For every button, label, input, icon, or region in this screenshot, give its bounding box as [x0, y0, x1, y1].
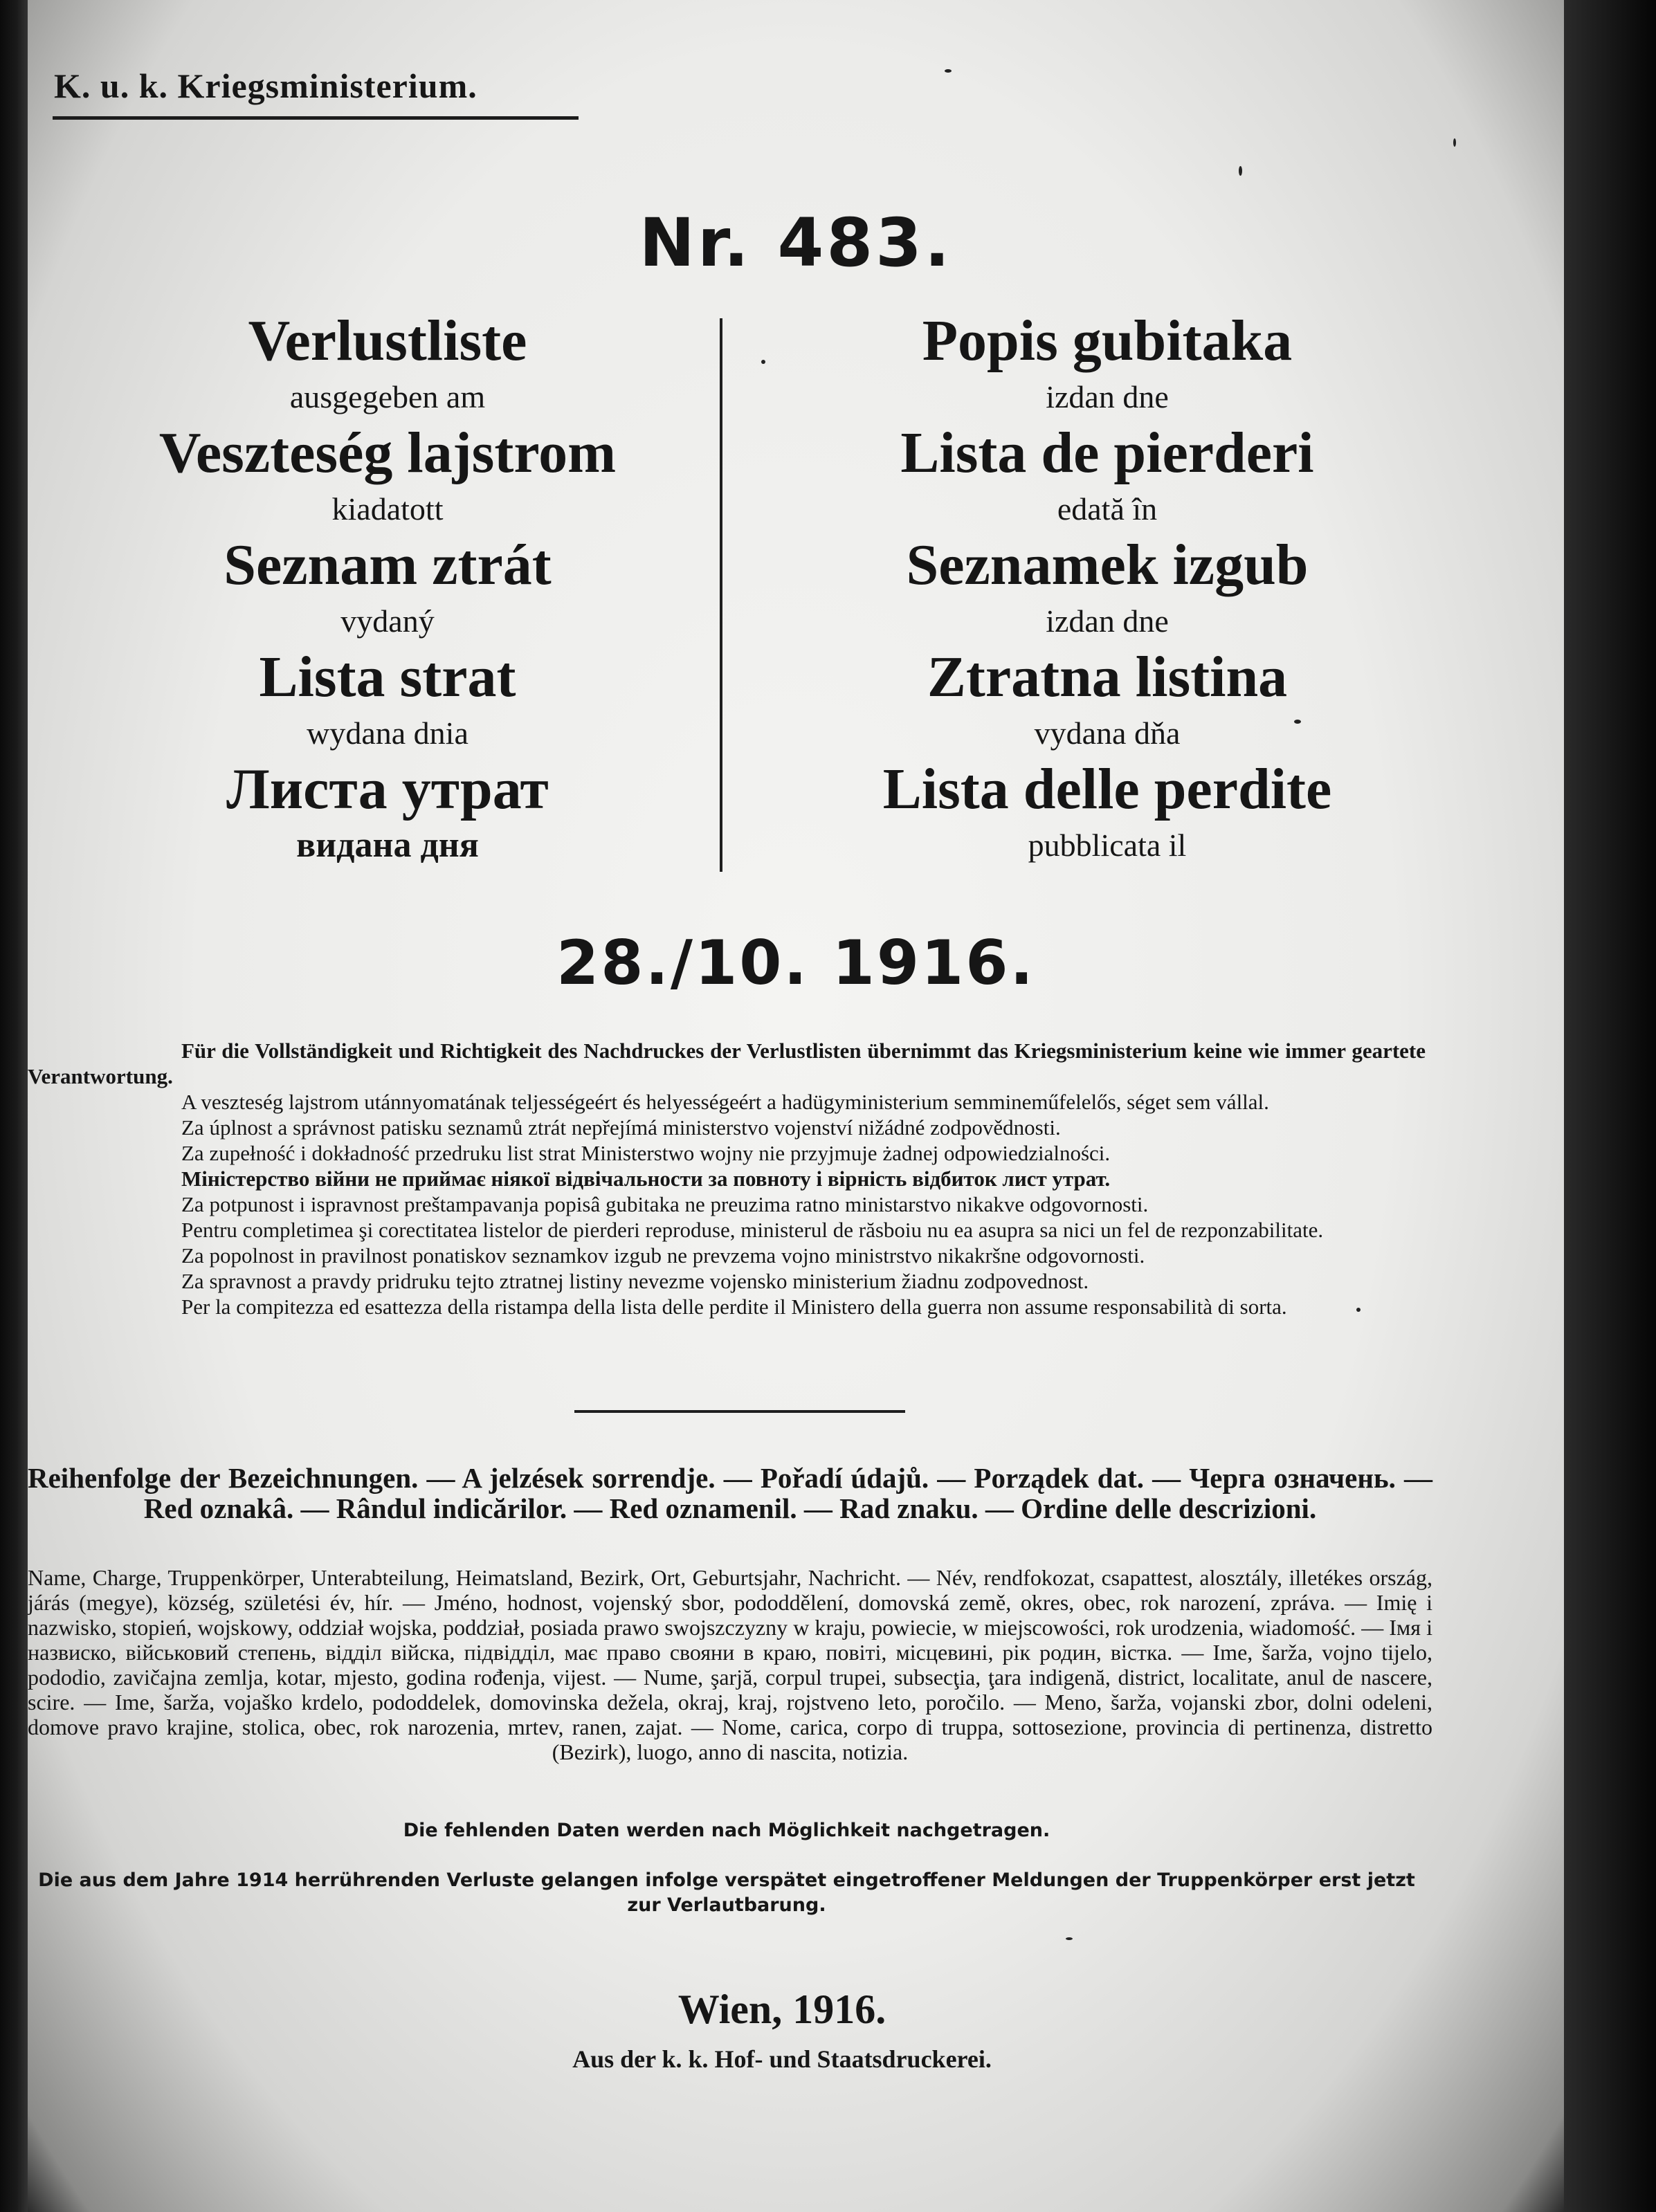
order-heading: Reihenfolge der Bezeichnungen. — A jelzések sorrendje. — Pořadí údajů. — Porządek dat. — Черга означень. — Red oznakâ. — Rândul indicărilor. — Red oznamenil. — Rad znaku. — Ordine delle descrizioni. — [28, 1462, 1432, 1524]
subtitle-italian: pubblicata il — [1028, 828, 1187, 863]
subtitle-czech: vydaný — [340, 603, 435, 639]
disclaimer-polish: Za zupełność i dokładność przedruku list strat Ministerstwo wojny nie przyjmuje żadnej odpowiedzialności. — [181, 1141, 1111, 1165]
titles-right-column — [775, 308, 1439, 868]
print-speck — [1453, 138, 1456, 147]
subtitle-croatian: izdan dne — [1046, 379, 1169, 414]
print-speck — [1066, 1937, 1073, 1940]
document-page — [28, 0, 1564, 2212]
disclaimer-german: Für die Vollständigkeit und Richtigkeit des Nachdruckes der Verlustlisten übernimmt das Kriegsministerium keine wie immer geartete Verantwortung. — [28, 1039, 1426, 1088]
subtitle-ukrainian: видана дня — [296, 825, 479, 865]
ministry-header: K. u. k. Kriegsministerium. — [54, 66, 477, 105]
disclaimer-romanian: Pentru completimea şi corectitatea listelor de pierderi reproduse, ministerul de răsboiu nu ea asupra sa nici un fel de rezponzabilitate. — [181, 1218, 1324, 1242]
print-speck — [945, 69, 952, 73]
column-divider — [720, 318, 722, 872]
disclaimer-italian: Per la compitezza ed esattezza della ristampa della lista delle perdite il Ministero della guerra non assume responsabilità di sorta. — [181, 1295, 1287, 1319]
imprint-place-year: Wien, 1916. — [677, 1986, 886, 2032]
subtitle-romanian: edată în — [1057, 491, 1158, 527]
section-rule — [574, 1410, 905, 1413]
print-speck — [761, 360, 765, 364]
print-speck — [1356, 1308, 1361, 1312]
subtitle-hungarian: kiadatott — [331, 491, 444, 527]
scan-edge-left — [0, 0, 28, 2212]
subtitle-german: ausgegeben am — [289, 379, 486, 414]
issue-date: 28./10. 1916. — [556, 927, 1035, 998]
print-speck — [1294, 720, 1301, 724]
disclaimer-czech: Za úplnost a správnost patisku seznamů ztrát nepřejímá ministerstvo vojenství nižádné zodpovědnosti. — [181, 1115, 1061, 1140]
header-rule — [53, 116, 579, 120]
subtitle-polish: wydana dnia — [307, 715, 468, 751]
disclaimer-slovak: Za spravnost a pravdy pridruku tejto ztratnej listiny nevezme vojensko ministerium žiadnu zodpovednost. — [181, 1269, 1089, 1293]
disclaimer-hungarian: A veszteség lajstrom utánnyomatának teljességeért és helyességeért a hadügyministerium semmineműfelelős, séget sem vállal. — [181, 1090, 1269, 1114]
title-croatian: Popis gubitaka — [922, 309, 1293, 373]
title-slovak: Ztratna listina — [927, 645, 1288, 709]
disclaimer-block — [28, 1038, 1426, 1319]
scan-edge-right — [1564, 0, 1656, 2212]
issue-number: Nr. 483. — [639, 204, 953, 282]
title-czech: Seznam ztrát — [224, 533, 552, 597]
subtitle-slovenian: izdan dne — [1046, 603, 1169, 639]
disclaimer-croatian: Za potpunost i ispravnost preštampavanja popisâ gubitaka ne preuzima ratno ministarstvo nikakve odgovornosti. — [181, 1192, 1149, 1216]
print-speck — [1239, 166, 1242, 176]
disclaimer-ukrainian: Міністерство війни не приймає ніякої відвічальности за повноту і вірність відбиток лист утрат. — [181, 1167, 1111, 1191]
title-slovenian: Seznamek izgub — [906, 533, 1309, 597]
title-polish: Lista strat — [259, 645, 516, 709]
subtitle-slovak: vydana dňa — [1034, 715, 1181, 751]
disclaimer-slovenian: Za popolnost in pravilnost ponatiskov seznamkov izgub ne prevzema vojno ministrstvo nikakršne odgovornosti. — [181, 1243, 1145, 1268]
title-romanian: Lista de pierderi — [900, 421, 1314, 485]
imprint-printer: Aus der k. k. Hof- und Staatsdruckerei. — [572, 2045, 992, 2073]
late-losses-note: Die aus dem Jahre 1914 herrührenden Verluste gelangen infolge verspätet eingetroffener Meldungen der Truppenkörper erst jetzt zur Verlautbarung. — [38, 1870, 1415, 1916]
title-ukrainian: Листа утрат — [226, 757, 549, 821]
order-description: Name, Charge, Truppenkörper, Unterabteilung, Heimatsland, Bezirk, Ort, Geburtsjahr, Nachricht. — Név, rendfokozat, csapattest, alosztály, illetékes ország, járás (megye), község, születési év, hír. — Jméno, hodnost, vojenský sbor, pododdělení, domovská země, okres, obec, rok narození, zpráva. — Imię i nazwisko, stopień, wojskowy, oddział wojska, poddział, posiada prawo swojszczyzny w kraju, powiecie, w miejscowości, rok urodzenia, wiadomość. — Імя і назвиско, військовий степень, відділ війска, підвідділ, має право свояни в краю, повіті, місцевині, рік родин, вістка. — Ime, šarža, vojno tijelo, pododio, zavičajna zemlja, kotar, mjesto, godina rođenja, vijest. — Nume, şarjă, corpul trupei, subsecţia, ţara indigenă, district, localitate, anul de nascere, scire. — Ime, šarža, vojaško krdelo, pododdelek, domovinska dežela, okraj, kraj, rojstveno leto, poročilo. — Meno, šarža, vojanski zbor, dolni odeleni, domove pravo krajine, stolica, obec, rok narozenia, mrtev, ranen, zajat. — Nome, carica, corpo di truppa, sottosezione, provincia di pertinenza, distretto (Bezirk), luogo, anno di nascita, notizia. — [28, 1565, 1432, 1764]
title-hungarian: Veszteség lajstrom — [158, 421, 617, 485]
missing-data-note: Die fehlenden Daten werden nach Möglichkeit nachgetragen. — [403, 1820, 1050, 1841]
title-german: Verlustliste — [248, 309, 527, 373]
title-italian: Lista delle perdite — [882, 757, 1332, 821]
titles-left-column — [55, 308, 720, 868]
